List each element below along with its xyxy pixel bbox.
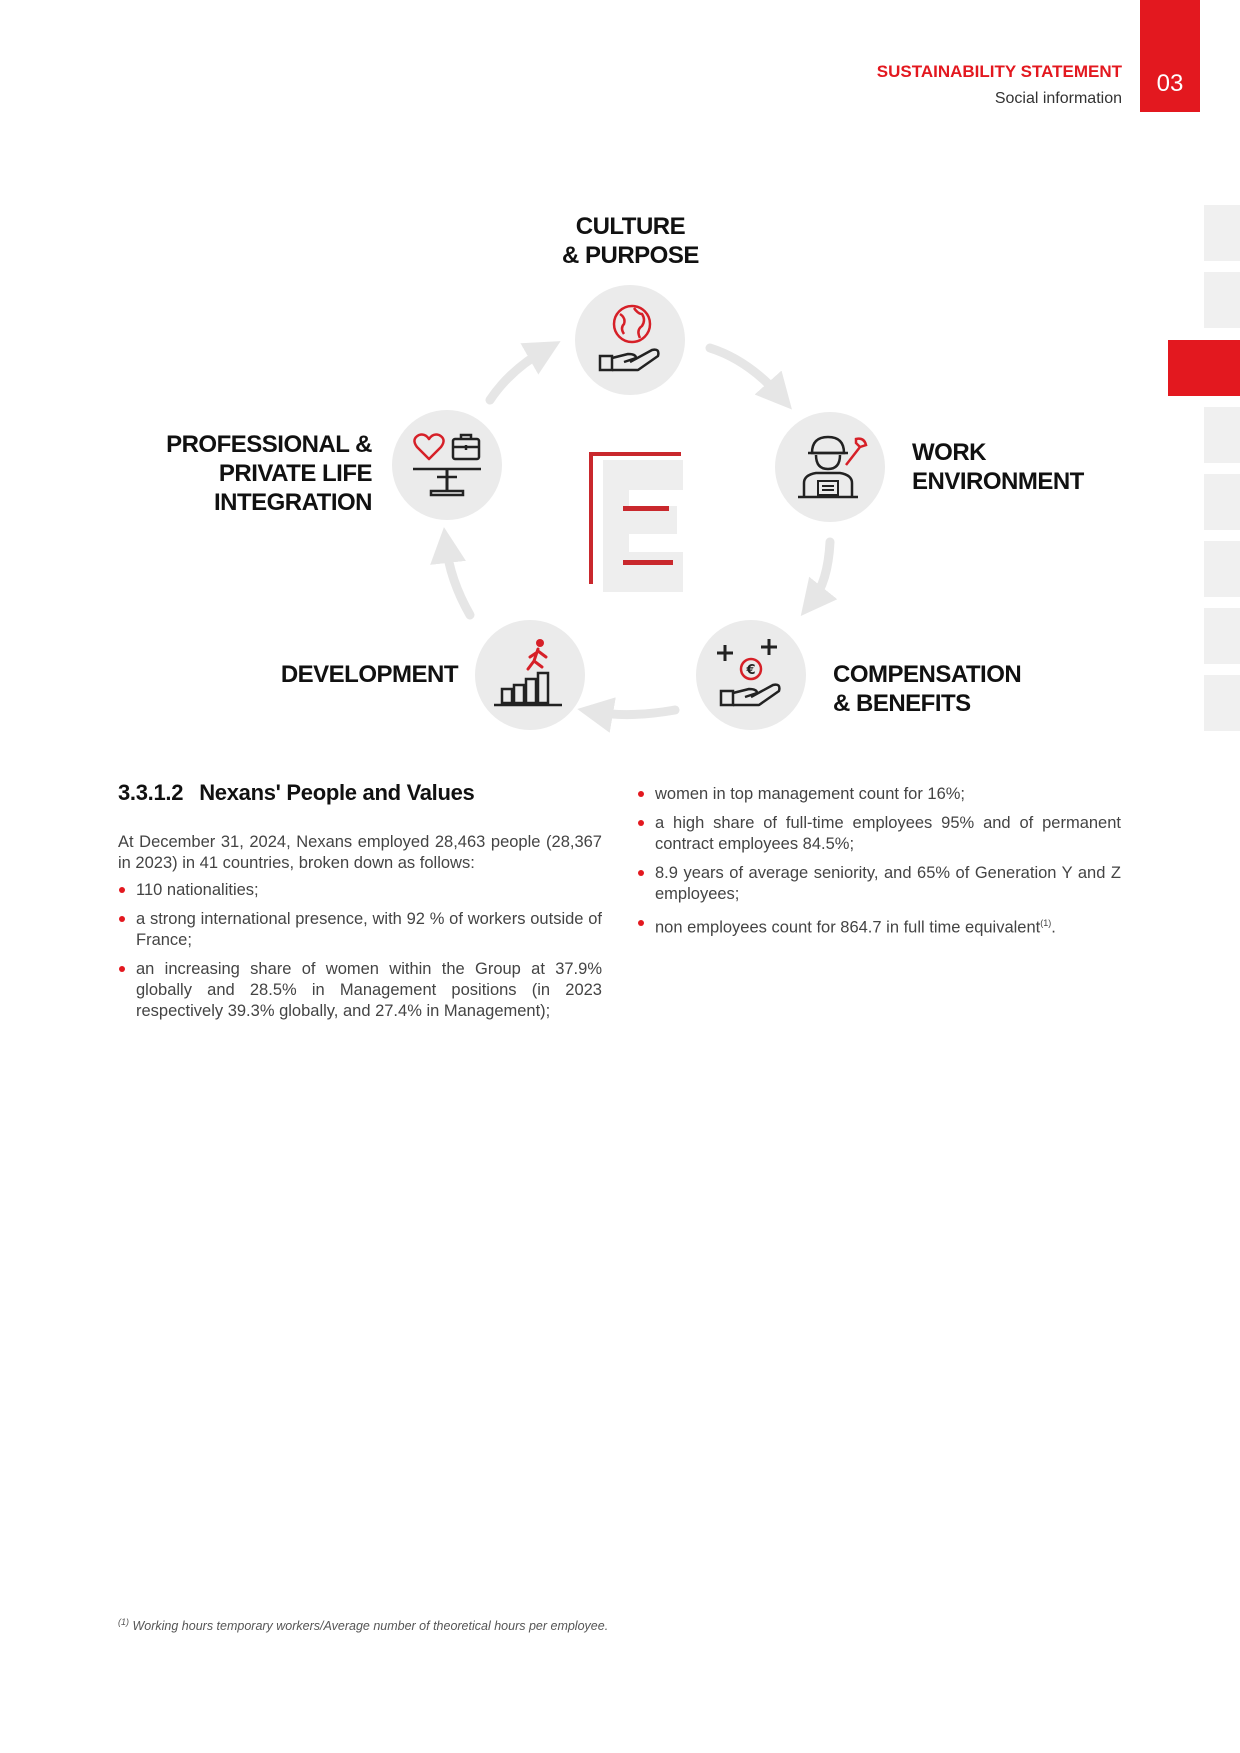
arrow-work-to-compensation [812, 542, 830, 602]
list-item: women in top management count for 16%; [637, 784, 1121, 805]
list-item: non employees count for 864.7 in full time equivalent$^{(1)}$. [637, 913, 1121, 939]
left-bullet-list [118, 880, 602, 1022]
right-bullet-list [637, 784, 1121, 939]
culture-label: CULTURE & PURPOSE [562, 213, 699, 269]
side-nav-tab-2[interactable] [1204, 272, 1240, 328]
bullet-dot [119, 966, 125, 972]
balance-label: PROFESSIONAL & PRIVATE LIFE INTEGRATION [166, 431, 372, 516]
bullet-dot [638, 791, 644, 797]
list-item: a strong international presence, with 92 % of workers outside of France; [118, 909, 602, 951]
work-label: WORK ENVIRONMENT [912, 439, 1084, 495]
arrow-development-to-balance [446, 545, 470, 615]
list-item: 8.9 years of average seniority, and 65% of Generation Y and Z employees; [637, 863, 1121, 905]
chapter-number: 03 [1156, 70, 1184, 97]
footnote [118, 1617, 608, 1633]
side-nav-tab-active[interactable] [1168, 340, 1240, 396]
side-nav-tab-7[interactable] [1204, 608, 1240, 664]
balance-node [392, 410, 502, 520]
footnote-reference[interactable]: (1) [1040, 918, 1052, 928]
side-nav-tab-1[interactable] [1204, 205, 1240, 261]
compensation-node [696, 620, 806, 730]
bullet-dot [119, 887, 125, 893]
footnote-text: Working hours temporary workers/Average number of theoretical hours per employee. [132, 1619, 609, 1634]
euro-in-hand-icon [711, 635, 791, 715]
growth-chart-runner-icon [490, 635, 570, 715]
list-item: an increasing share of women within the Group at 37.9% globally and 28.5% in Management positions (in 2023 respectively 39.3% globally, and 27.4% in Management); [118, 959, 602, 1022]
heart-briefcase-scale-icon [407, 425, 487, 505]
section-title-text: Nexans' People and Values [199, 780, 475, 805]
culture-node [575, 285, 685, 395]
section-heading [118, 780, 475, 806]
footnote-marker: (1) [118, 1617, 129, 1627]
development-label: DEVELOPMENT [280, 661, 458, 688]
section-title: SUSTAINABILITY STATEMENT [876, 62, 1122, 81]
arrow-balance-to-culture [490, 350, 545, 400]
bullet-dot [119, 916, 125, 922]
side-nav-tab-6[interactable] [1204, 541, 1240, 597]
center-letter: E [585, 448, 586, 449]
section-number: 3.3.1.2 [118, 780, 184, 805]
svg-text:€: € [746, 663, 756, 678]
globe-in-hand-icon [590, 300, 670, 380]
worker-with-wrench-icon [790, 427, 870, 507]
side-nav-tab-5[interactable] [1204, 474, 1240, 530]
list-item: 110 nationalities; [118, 880, 602, 901]
side-nav-tab-8[interactable] [1204, 675, 1240, 731]
chapter-badge [1140, 0, 1200, 112]
intro-paragraph: At December 31, 2024, Nexans employed 28,463 people (28,367 in 2023) in 41 countries, broken down as follows: [118, 833, 602, 872]
bullet-dot [638, 920, 644, 926]
development-node [475, 620, 585, 730]
left-column [118, 832, 602, 1030]
right-column [637, 784, 1121, 947]
bullet-dot [638, 820, 644, 826]
nexans-e-logo [585, 448, 695, 598]
bullet-dot [638, 870, 644, 876]
work-node [775, 412, 885, 522]
arrow-culture-to-work [710, 348, 780, 396]
subsection-title: Social information [994, 90, 1122, 107]
compensation-label: COMPENSATION & BENEFITS [833, 661, 1022, 717]
arrow-compensation-to-development [595, 710, 675, 715]
list-item: a high share of full-time employees 95% and of permanent contract employees 84.5%; [637, 813, 1121, 855]
side-nav-tab-4[interactable] [1204, 407, 1240, 463]
